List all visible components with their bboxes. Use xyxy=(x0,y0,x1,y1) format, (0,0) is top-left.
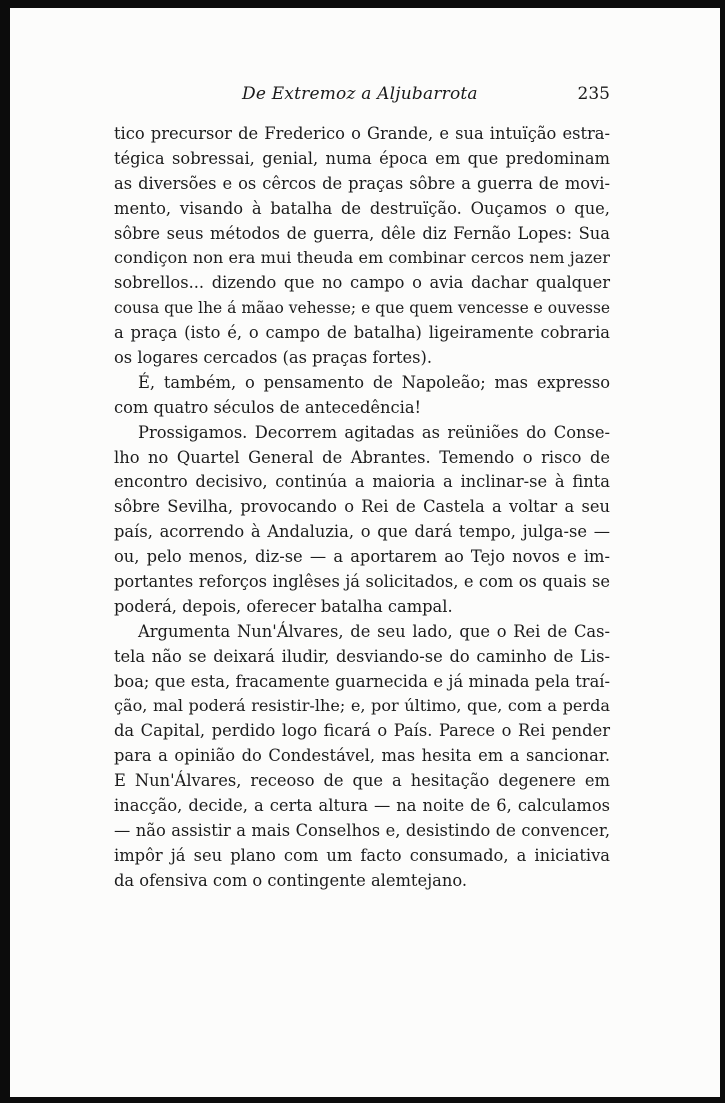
text-line: tela não se deixará iludir, desviando-se do caminho de Lis- xyxy=(114,646,610,666)
text-line: impôr já seu plano com um facto consumado, a iniciativa xyxy=(114,845,610,865)
text-line: sobrellos... dizendo que no campo o avia dachar qualquer xyxy=(114,273,610,293)
text-line: com quatro séculos de antecedência! xyxy=(114,397,422,417)
text-line: país, acorrendo à Andaluzia, o que dará tempo, julga-se — xyxy=(114,522,610,542)
paragraph-2 xyxy=(114,371,610,421)
text-line: sôbre seus métodos de guerra, dêle diz Fernão Lopes: Sua xyxy=(114,223,610,243)
text-line: cousa que lhe á mãao vehesse; e que quem vencesse e ouvesse xyxy=(114,299,611,318)
text-line: ou, pelo menos, diz-se — a aportarem ao Tejo novos e im- xyxy=(114,547,610,567)
page-header xyxy=(114,84,610,110)
paragraph-3 xyxy=(114,421,610,620)
text-line: condiçon non era mui theuda em combinar cercos nem jazer xyxy=(114,248,610,268)
text-line: poderá, depois, oferecer batalha campal. xyxy=(114,596,453,616)
text-line: mento, visando à batalha de destruïção. Ouçamos o que, xyxy=(114,198,610,218)
text-line: da ofensiva com o contingente alemtejano. xyxy=(114,870,468,890)
text-line: para a opinião do Condestável, mas hesita em a sancionar. xyxy=(114,746,610,766)
body-text xyxy=(114,122,610,894)
page-number: 235 xyxy=(577,84,610,104)
text-line: boa; que esta, fracamente guarnecida e já minada pela traí- xyxy=(114,671,610,691)
text-line: as diversões e os cêrcos de praças sôbre a guerra de movi- xyxy=(114,173,610,193)
text-line: encontro decisivo, continúa a maioria a inclinar-se à finta xyxy=(114,472,610,492)
text-line: os logares cercados (as praças fortes). xyxy=(114,348,433,368)
paragraph-1 xyxy=(114,122,610,371)
paragraph-4 xyxy=(114,620,610,894)
running-title: De Extremoz a Aljubarrota xyxy=(242,84,478,104)
text-line: Argumenta Nun'Álvares, de seu lado, que o Rei de Cas- xyxy=(138,621,610,641)
text-line: inacção, decide, a certa altura — na noite de 6, calculamos xyxy=(114,796,610,816)
text-line: sôbre Sevilha, provocando o Rei de Castela a voltar a seu xyxy=(114,497,610,517)
text-line: tico precursor de Frederico o Grande, e sua intuïção estra- xyxy=(114,124,610,143)
text-line: a praça (isto é, o campo de batalha) ligeiramente cobraria xyxy=(114,323,610,343)
text-line: ção, mal poderá resistir-lhe; e, por último, que, com a perda xyxy=(114,696,610,716)
text-line: Prossigamos. Decorrem agitadas as reüniões do Conse- xyxy=(138,422,610,442)
text-line: — não assistir a mais Conselhos e, desistindo de convencer, xyxy=(114,820,610,840)
text-line: portantes reforços inglêses já solicitados, e com os quais se xyxy=(114,572,610,592)
text-line: da Capital, perdido logo ficará o País. Parece o Rei pender xyxy=(114,721,610,741)
text-line: tégica sobressai, genial, numa época em que predominam xyxy=(114,148,610,168)
text-line: E Nun'Álvares, receoso de que a hesitação degenere em xyxy=(114,771,610,791)
text-line: É, também, o pensamento de Napoleão; mas expresso xyxy=(138,372,610,392)
text-line: lho no Quartel General de Abrantes. Temendo o risco de xyxy=(114,447,610,467)
